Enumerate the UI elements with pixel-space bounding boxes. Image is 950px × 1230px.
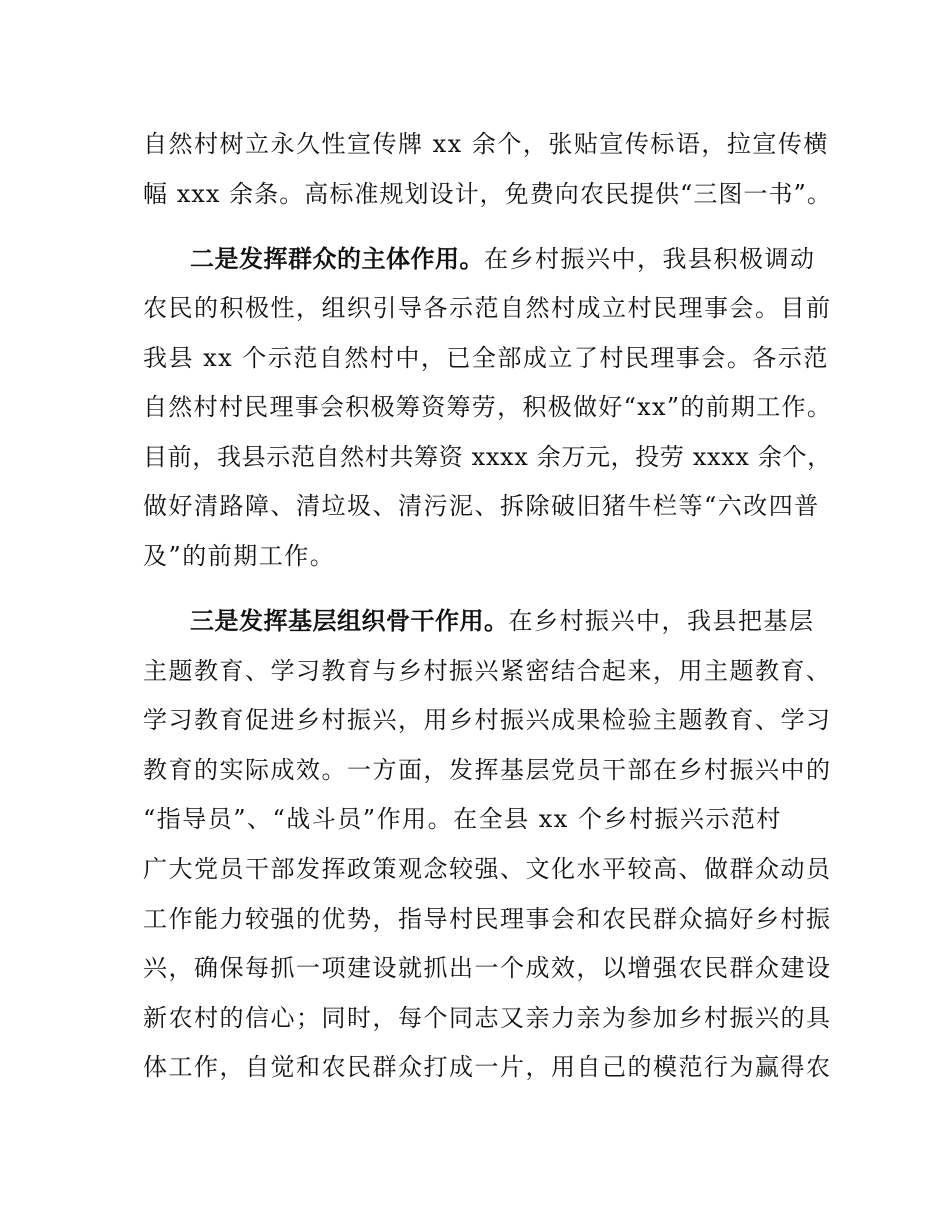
paragraph-first-line [190, 244, 816, 274]
text-span: 在乡村振兴中，我县把基层 [508, 607, 815, 635]
text-line: 我县 xx 个示范自然村中，已全部成立了村民理事会。各示范 [143, 344, 829, 372]
text-line: 教育的实际成效。一方面，发挥基层党员干部在乡村振兴中的 [143, 756, 832, 784]
text-line: 目前，我县示范自然村共筹资 xxxx 余万元，投劳 xxxx 余个， [143, 443, 832, 471]
text-line: 广大党员干部发挥政策观念较强、文化水平较高、做群众动员 [143, 855, 832, 883]
text-line: 做好清路障、清垃圾、清污泥、拆除破旧猪牛栏等“六改四普 [143, 492, 820, 520]
text-span: 在乡村振兴中，我县积极调动 [484, 245, 816, 273]
text-line: 新农村的信心；同时，每个同志又亲力亲为参加乡村振兴的具 [143, 1004, 832, 1032]
text-line: 自然村树立永久性宣传牌 xx 余个，张贴宣传标语，拉宣传横 [143, 130, 829, 158]
text-line: 农民的积极性，组织引导各示范自然村成立村民理事会。目前 [143, 294, 832, 322]
paragraph-first-line [190, 606, 815, 636]
text-line: 主题教育、学习教育与乡村振兴紧密结合起来，用主题教育、 [143, 657, 832, 685]
paragraph-heading: 二是发挥群众的主体作用。 [190, 245, 484, 273]
text-line: 体工作，自觉和农民群众打成一片，用自己的模范行为赢得农 [143, 1053, 832, 1081]
text-line: “指导员”、“战斗员”作用。在全县 xx 个乡村振兴示范村 [143, 805, 782, 833]
paragraph-heading: 三是发挥基层组织骨干作用。 [190, 607, 509, 635]
text-line: 兴，确保每抓一项建设就抓出一个成效，以增强农民群众建设 [143, 954, 832, 982]
text-line: 自然村村民理事会积极筹资筹劳，积极做好“xx”的前期工作。 [143, 393, 833, 421]
text-line: 学习教育促进乡村振兴，用乡村振兴成果检验主题教育、学习 [143, 706, 832, 734]
text-line: 工作能力较强的优势，指导村民理事会和农民群众搞好乡村振 [143, 905, 832, 933]
text-line: 幅 xxx 余条。高标准规划设计，免费向农民提供“三图一书”。 [143, 180, 832, 208]
text-line: 及”的前期工作。 [143, 542, 336, 570]
